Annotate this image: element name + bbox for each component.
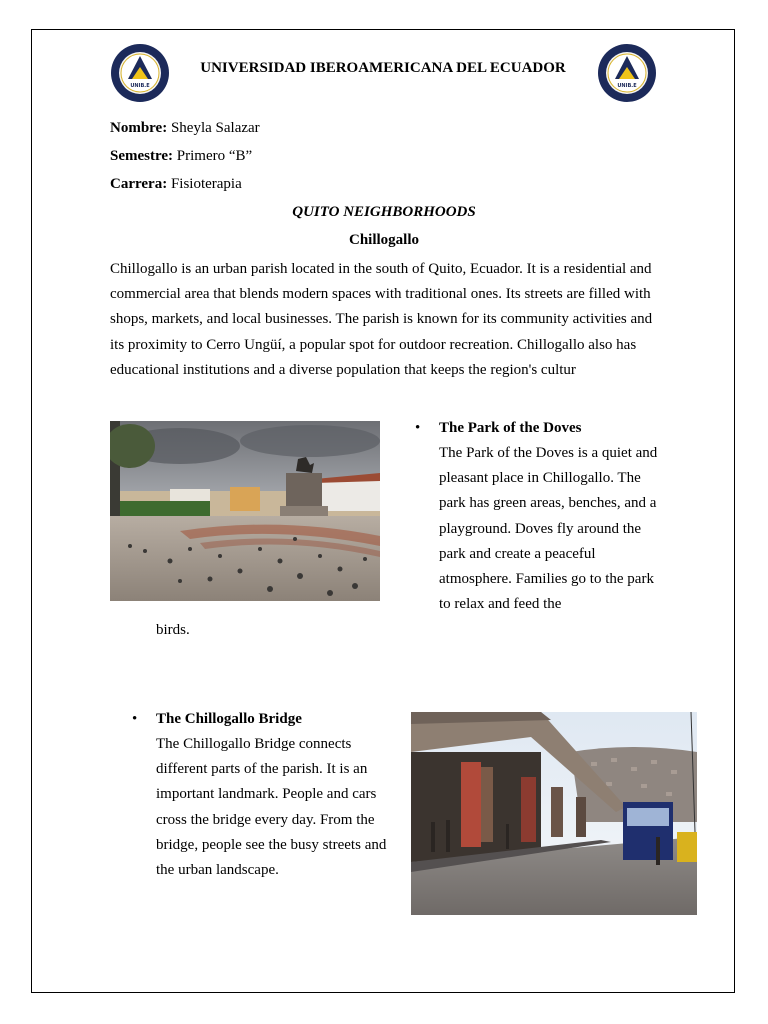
semester-line <box>110 148 252 165</box>
svg-text:UNIB.E: UNIB.E <box>130 83 150 89</box>
intro-paragraph: Chillogallo is an urban parish located in the south of Quito, Ecuador. It is a residential and commercial area that blends modern spaces with traditional ones. Its streets are filled with shops, markets, and local businesses. The parish is known for its community activities and its proximity to Cerro Ungüí, a popular spot for outdoor recreation. Chillogallo also has educational institutions and a diverse population that keeps the region's cultur <box>110 261 653 378</box>
student-name-line <box>110 120 260 137</box>
career-value: Fisioterapia <box>167 176 242 192</box>
bullet-point-1: • <box>415 420 421 436</box>
university-seal-left <box>110 43 170 103</box>
bullet-point-2: • <box>132 711 138 727</box>
university-name: UNIVERSIDAD IBEROAMERICANA DEL ECUADOR <box>200 60 566 76</box>
semester-label: Semestre: <box>110 148 174 164</box>
name-value: Sheyla Salazar <box>167 120 260 136</box>
park-of-the-doves-photo <box>110 421 380 601</box>
bridge-section-body: The Chillogallo Bridge connects different parts of the parish. It is an important landmark. People and cars cross the bridge every day. From the bridge, people see the busy streets and the urban landscape. <box>156 736 387 879</box>
chillogallo-bridge-photo <box>411 712 697 915</box>
document-subtitle: Chillogallo <box>348 232 419 248</box>
career-line <box>110 176 242 193</box>
bridge-section-heading: The Chillogallo Bridge <box>156 711 302 727</box>
name-label: Nombre: <box>110 120 168 136</box>
career-label: Carrera: <box>110 176 168 192</box>
university-seal-right <box>597 43 657 103</box>
document-title: QUITO NEIGHBORHOODS <box>292 204 476 220</box>
svg-text:UNIB.E: UNIB.E <box>617 83 637 89</box>
park-section-tail: birds. <box>156 622 190 638</box>
park-section-body: The Park of the Doves is a quiet and pleasant place in Chillogallo. The park has green areas, benches, and a playground. Doves fly around the park and create a peaceful atmosphere. Families go to the park to relax and feed the <box>439 445 658 613</box>
park-section-heading: The Park of the Doves <box>439 420 582 436</box>
semester-value: Primero “B” <box>173 148 253 164</box>
